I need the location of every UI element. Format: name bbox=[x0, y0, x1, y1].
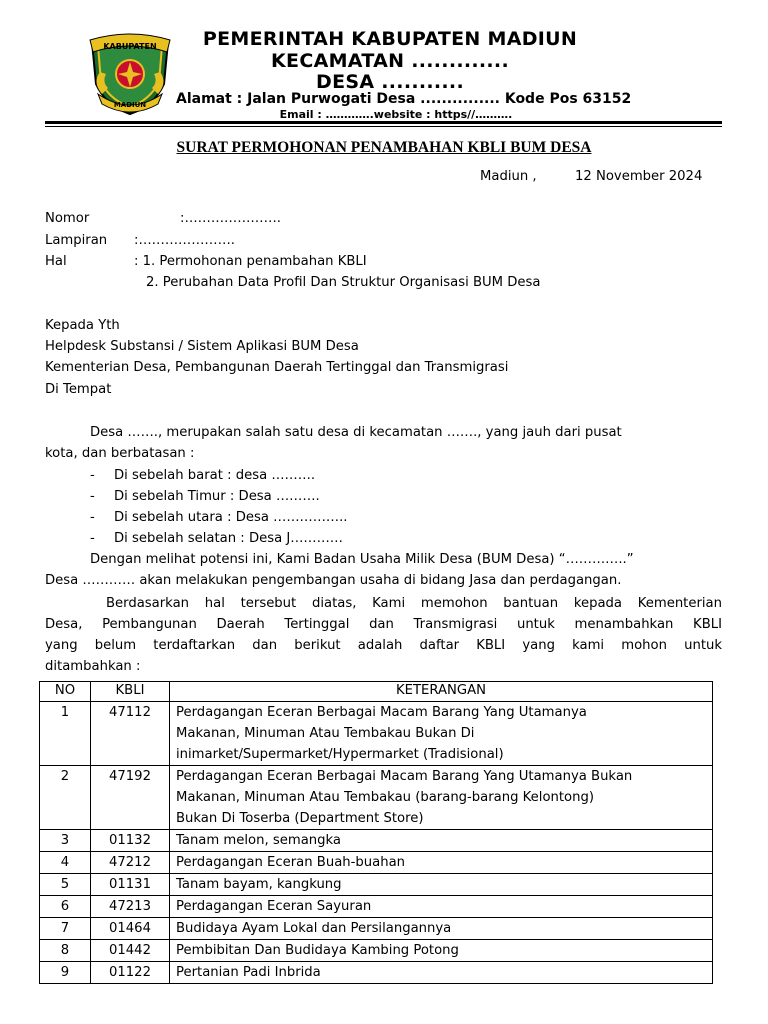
row-kbli: 47213 bbox=[91, 896, 170, 918]
row-kbli: 47192 bbox=[91, 766, 170, 830]
list-bullet: - bbox=[90, 468, 95, 483]
row-keterangan: Perdagangan Eceran Sayuran bbox=[170, 896, 713, 918]
list-bullet: - bbox=[90, 489, 95, 504]
hal-item-1: : 1. Permohonan penambahan KBLI bbox=[134, 254, 367, 269]
row-kbli: 47212 bbox=[91, 852, 170, 874]
header-government: PEMERINTAH KABUPATEN MADIUN bbox=[202, 28, 578, 50]
header-no: NO bbox=[40, 682, 91, 702]
row-kbli: 01442 bbox=[91, 940, 170, 962]
table-header-row bbox=[40, 682, 713, 702]
recipient-line: Kementerian Desa, Pembangunan Daerah Tertinggal dan Transmigrasi bbox=[45, 360, 509, 375]
row-no: 7 bbox=[40, 918, 91, 940]
row-no: 3 bbox=[40, 830, 91, 852]
nomor-label: Nomor bbox=[45, 211, 90, 226]
hal-item-2: 2. Perubahan Data Profil Dan Struktur Organisasi BUM Desa bbox=[146, 275, 541, 290]
lampiran-label: Lampiran bbox=[45, 233, 108, 248]
row-kbli: 01132 bbox=[91, 830, 170, 852]
table-row bbox=[40, 852, 713, 874]
row-no: 9 bbox=[40, 962, 91, 984]
header-keterangan: KETERANGAN bbox=[170, 682, 713, 702]
list-bullet: - bbox=[90, 510, 95, 525]
row-no: 2 bbox=[40, 766, 91, 830]
table-row bbox=[40, 896, 713, 918]
keterangan-line: Perdagangan Eceran Berbagai Macam Barang Yang Utamanya Bukan bbox=[176, 769, 633, 784]
row-keterangan bbox=[170, 702, 713, 766]
keterangan-line: Makanan, Minuman Atau Tembakau Bukan Di bbox=[176, 726, 475, 741]
paragraph-line: Desa, Pembangunan Daerah Tertinggal dan Transmigrasi untuk menambahkan KBLI bbox=[45, 617, 722, 632]
table-row bbox=[40, 962, 713, 984]
paragraph-line: Desa ………… akan melakukan pengembangan usaha di bidang Jasa dan perdagangan. bbox=[45, 573, 622, 588]
row-kbli: 47112 bbox=[91, 702, 170, 766]
row-keterangan: Perdagangan Eceran Buah-buahan bbox=[170, 852, 713, 874]
table-row bbox=[40, 918, 713, 940]
row-keterangan bbox=[170, 766, 713, 830]
letter-title: SURAT PERMOHONAN PENAMBAHAN KBLI BUM DESA bbox=[176, 139, 592, 156]
paragraph-line: yang belum terdaftarkan dan berikut adalah daftar KBLI yang kami mohon untuk bbox=[45, 638, 722, 653]
table-row bbox=[40, 874, 713, 896]
paragraph-line: Berdasarkan hal tersebut diatas, Kami memohon bantuan kepada Kementerian bbox=[106, 596, 722, 611]
row-no: 1 bbox=[40, 702, 91, 766]
keterangan-line: Perdagangan Eceran Berbagai Macam Barang Yang Utamanya bbox=[176, 705, 587, 720]
letter-date: 12 November 2024 bbox=[575, 169, 703, 184]
svg-text:MADIUN: MADIUN bbox=[113, 101, 147, 109]
row-keterangan: Tanam melon, semangka bbox=[170, 830, 713, 852]
keterangan-line: Makanan, Minuman Atau Tembakau (barang-barang Kelontong) bbox=[176, 790, 594, 805]
row-no: 4 bbox=[40, 852, 91, 874]
list-item: Di sebelah Timur : Desa ………. bbox=[114, 489, 320, 504]
kbli-table bbox=[39, 681, 713, 984]
paragraph-line: Desa ……., merupakan salah satu desa di kecamatan ……., yang jauh dari pusat bbox=[90, 425, 622, 440]
keterangan-line: Bukan Di Toserba (Department Store) bbox=[176, 811, 424, 826]
list-item: Di sebelah utara : Desa …………….. bbox=[114, 510, 348, 525]
nomor-value: :…………………. bbox=[180, 211, 281, 226]
recipient-line: Helpdesk Substansi / Sistem Aplikasi BUM Desa bbox=[45, 339, 359, 354]
table-row bbox=[40, 830, 713, 852]
row-kbli: 01131 bbox=[91, 874, 170, 896]
header-desa: DESA ........... bbox=[316, 71, 464, 93]
row-no: 8 bbox=[40, 940, 91, 962]
letterhead-rule-thin bbox=[45, 126, 722, 127]
row-kbli: 01464 bbox=[91, 918, 170, 940]
hal-label: Hal bbox=[45, 254, 67, 269]
row-keterangan: Budidaya Ayam Lokal dan Persilangannya bbox=[170, 918, 713, 940]
letter-place: Madiun , bbox=[480, 169, 537, 184]
kabupaten-madiun-logo bbox=[84, 32, 176, 116]
table-row bbox=[40, 766, 713, 830]
row-keterangan: Pembibitan Dan Budidaya Kambing Potong bbox=[170, 940, 713, 962]
paragraph-line: ditambahkan : bbox=[45, 659, 141, 674]
list-item: Di sebelah selatan : Desa J………… bbox=[114, 531, 343, 546]
list-bullet: - bbox=[90, 531, 95, 546]
list-item: Di sebelah barat : desa ………. bbox=[114, 468, 316, 483]
row-keterangan: Tanam bayam, kangkung bbox=[170, 874, 713, 896]
table-row bbox=[40, 702, 713, 766]
row-kbli: 01122 bbox=[91, 962, 170, 984]
table-row bbox=[40, 940, 713, 962]
row-no: 5 bbox=[40, 874, 91, 896]
keterangan-line: inimarket/Supermarket/Hypermarket (Tradisional) bbox=[176, 747, 504, 762]
header-kecamatan: KECAMATAN ............. bbox=[271, 50, 509, 72]
paragraph-line: Dengan melihat potensi ini, Kami Badan Usaha Milik Desa (BUM Desa) “…………..” bbox=[90, 552, 634, 567]
header-email: Email : ………….website : https//………. bbox=[279, 108, 513, 121]
row-no: 6 bbox=[40, 896, 91, 918]
recipient-line: Di Tempat bbox=[45, 382, 112, 397]
letterhead-rule-thick bbox=[45, 121, 722, 124]
header-kbli: KBLI bbox=[91, 682, 170, 702]
row-keterangan: Pertanian Padi Inbrida bbox=[170, 962, 713, 984]
header-address: Alamat : Jalan Purwogati Desa ............... Kode Pos 63152 bbox=[176, 91, 632, 107]
lampiran-value: :…………………. bbox=[134, 233, 235, 248]
svg-text:KABUPATEN: KABUPATEN bbox=[103, 42, 157, 51]
recipient-line: Kepada Yth bbox=[45, 318, 120, 333]
paragraph-line: kota, dan berbatasan : bbox=[45, 446, 195, 461]
